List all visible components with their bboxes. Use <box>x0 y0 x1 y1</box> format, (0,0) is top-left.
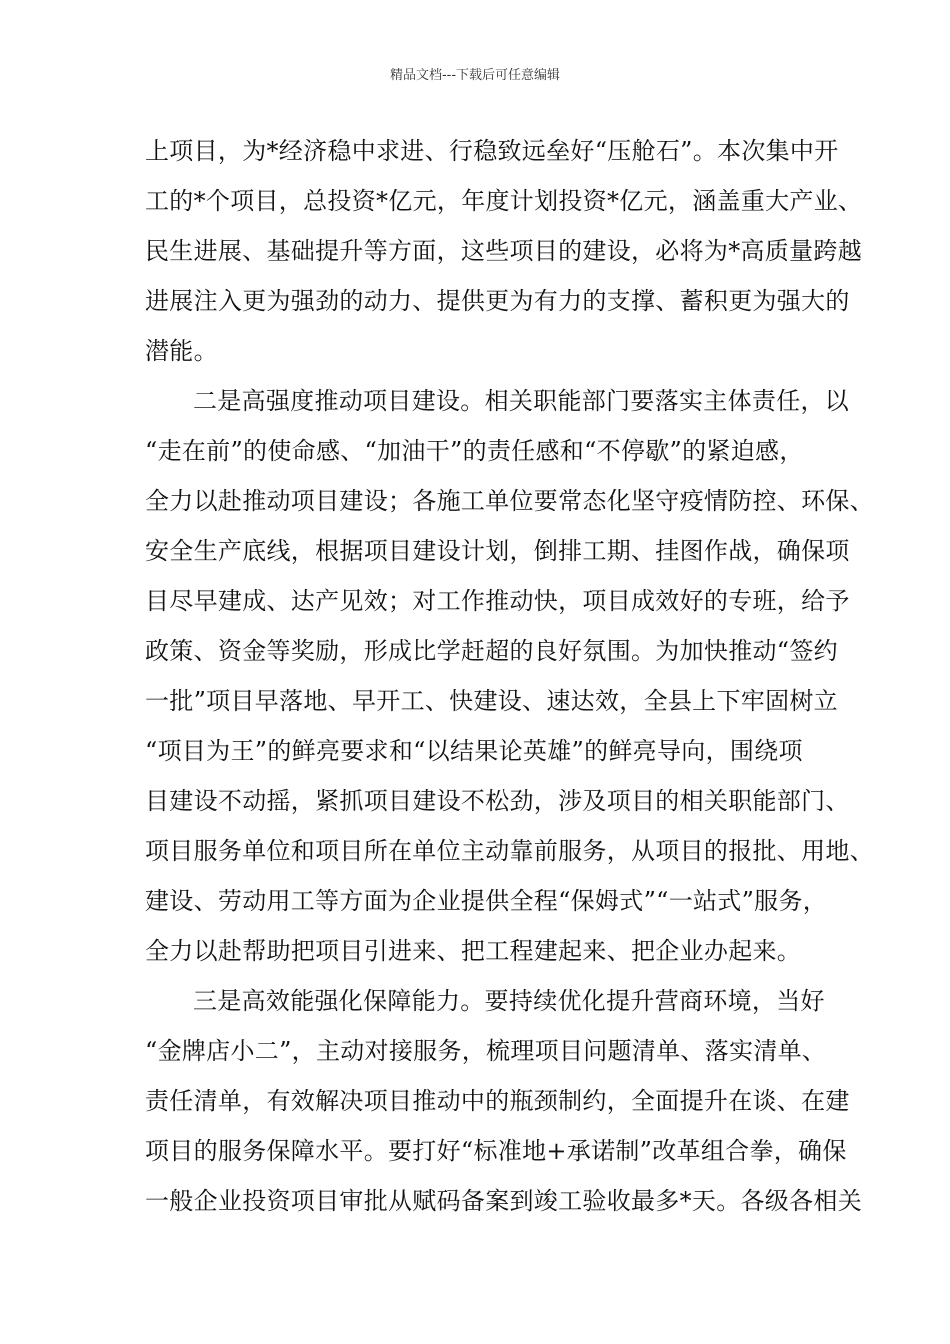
text-line: 三是高效能强化保障能力。要持续优化提升营商环境，当好 <box>193 987 825 1015</box>
text-line: 全力以赴帮助把项目引进来、把工程建起来、把企业办起来。 <box>145 937 802 965</box>
text-line: 全力以赴推动项目建设；各施工单位要常态化坚守疫情防控、环保、 <box>145 487 874 515</box>
paragraph <box>145 376 874 976</box>
text-line: 政策、资金等奖励，形成比学赶超的良好氛围。为加快推动“签约 <box>145 637 838 665</box>
text-line: “项目为王”的鲜亮要求和“以结果论英雄”的鲜亮导向，围绕项 <box>145 737 803 765</box>
text-line: 责任清单，有效解决项目推动中的瓶颈制约，全面提升在谈、在建 <box>145 1087 850 1115</box>
page-header: 精品文档---下载后可任意编辑 <box>389 68 561 83</box>
text-line: “金牌店小二”，主动对接服务，梳理项目问题清单、落实清单、 <box>145 1037 827 1065</box>
text-line: 二是高强度推动项目建设。相关职能部门要落实主体责任，以 <box>193 387 850 415</box>
text-line: 上项目，为*经济稳中求进、行稳致远垒好“压舱石”。本次集中开 <box>145 137 839 165</box>
paragraph <box>145 976 862 1226</box>
text-line: 一般企业投资项目审批从赋码备案到竣工验收最多*天。各级各相关 <box>145 1187 862 1215</box>
text-line: 民生进展、基础提升等方面，这些项目的建设，必将为*高质量跨越 <box>145 237 862 265</box>
text-line: 目尽早建成、达产见效；对工作推动快，项目成效好的专班，给予 <box>145 587 850 615</box>
text-line: 目建设不动摇，紧抓项目建设不松劲，涉及项目的相关职能部门、 <box>145 787 850 815</box>
text-line: 项目服务单位和项目所在单位主动靠前服务，从项目的报批、用地、 <box>145 837 874 865</box>
paragraph <box>145 126 863 376</box>
text-line: 进展注入更为强劲的动力、提供更为有力的支撑、蓄积更为强大的 <box>145 287 850 315</box>
text-line: 潜能。 <box>145 337 218 365</box>
text-line: 项目的服务保障水平。要打好“标准地+承诺制”改革组合拳，确保 <box>145 1137 847 1165</box>
text-line: 建设、劳动用工等方面为企业提供全程“保姆式”“一站式”服务， <box>145 887 828 915</box>
document-body <box>145 126 874 1226</box>
text-line: 工的*个项目，总投资*亿元，年度计划投资*亿元，涵盖重大产业、 <box>145 187 863 215</box>
text-line: 安全生产底线，根据项目建设计划，倒排工期、挂图作战，确保项 <box>145 537 850 565</box>
text-line: “走在前”的使命感、“加油干”的责任感和“不停歇”的紧迫感， <box>145 437 804 465</box>
text-line: 一批”项目早落地、早开工、快建设、速达效，全县上下牢固树立 <box>145 687 838 715</box>
